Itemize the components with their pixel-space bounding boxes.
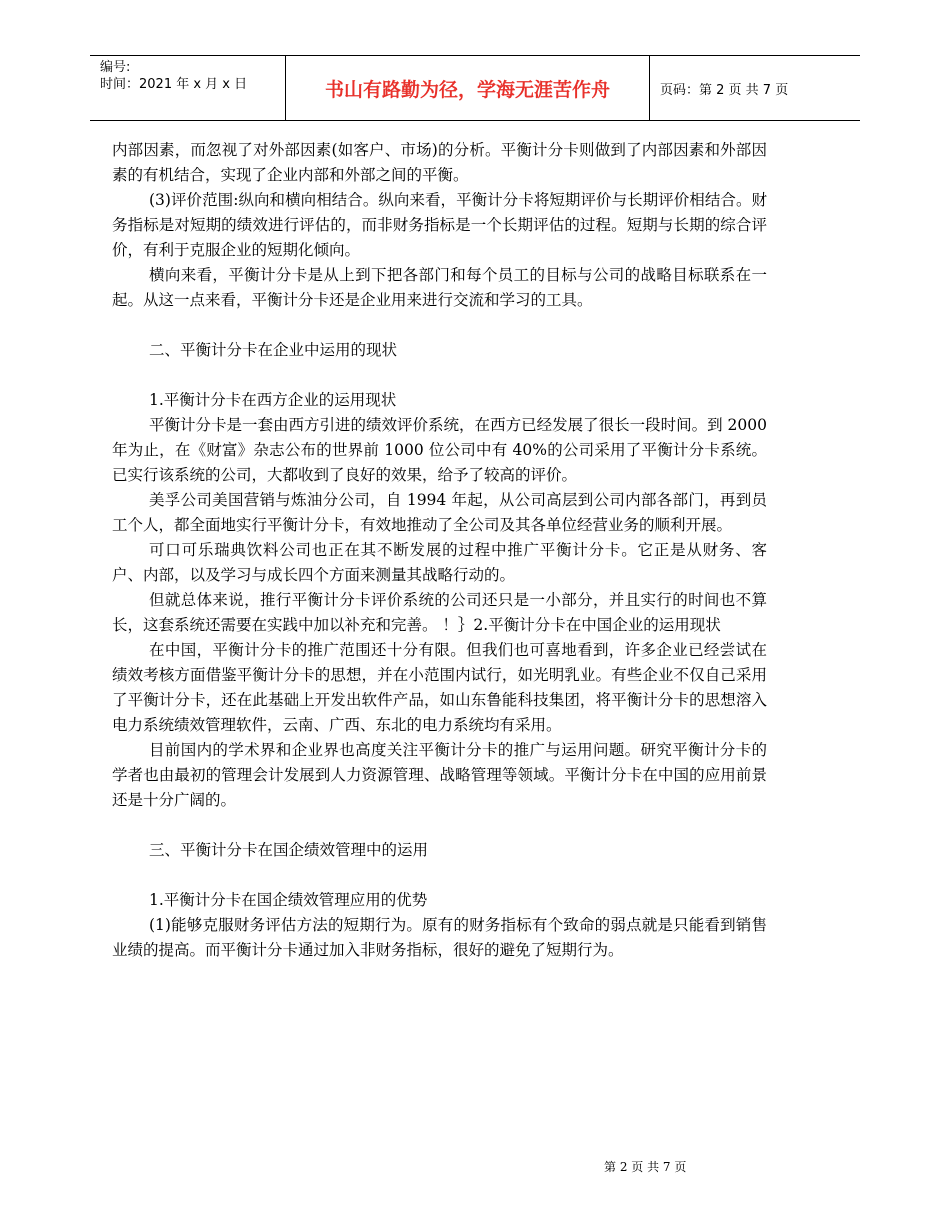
section-heading: 二、平衡计分卡在企业中运用的现状 (149, 341, 398, 359)
paragraph: 美孚公司美国营销与炼油分公司，自 1994 年起，从公司高层到公司内部各部门，再到员工个人，都全面地实行平衡计分卡，有效地推动了全公司及其各单位经营业务的顺利开展。 (112, 491, 767, 534)
paragraph: 可口可乐瑞典饮料公司也正在其不断发展的过程中推广平衡计分卡。它正是从财务、客户、内部，以及学习与成长四个方面来测量其战略行动的。 (112, 541, 767, 584)
section-heading: 三、平衡计分卡在国企绩效管理中的运用 (149, 841, 429, 859)
paragraph: 但就总体来说，推行平衡计分卡评价系统的公司还只是一小部分，并且实行的时间也不算长，这套系统还需要在实践中加以补充和完善。 ！｝2.平衡计分卡在中国企业的运用现状 (112, 591, 767, 634)
document-date: 时间：2021 年 x 月 x 日 (100, 77, 248, 92)
paragraph: (3)评价范围:纵向和横向相结合。纵向来看，平衡计分卡将短期评价与长期评价相结合。财务指标是对短期的绩效进行评估的，而非财务指标是一个长期评估的过程。短期与长期的综合评价，有利于克服企业的短期化倾向。 (112, 191, 767, 259)
page-footer: 第 2 页 共 7 页 (604, 1160, 687, 1174)
paragraph: 在中国，平衡计分卡的推广范围还十分有限。但我们也可喜地看到，许多企业已经尝试在绩效考核方面借鉴平衡计分卡的思想，并在小范围内试行，如光明乳业。有些企业不仅自己采用了平衡计分卡，还在此基础上开发出软件产品，如山东鲁能科技集团，将平衡计分卡的思想溶入电力系统绩效管理软件，云南、广西、东北的电力系统均有采用。 (112, 641, 767, 734)
page-header (90, 55, 860, 121)
paragraph: 目前国内的学术界和企业界也高度关注平衡计分卡的推广与运用问题。研究平衡计分卡的学者也由最初的管理会计发展到人力资源管理、战略管理等领域。平衡计分卡在中国的应用前景还是十分广阔的。 (112, 741, 767, 809)
header-page-info: 页码：第 2 页 共 7 页 (660, 82, 789, 98)
paragraph: 内部因素，而忽视了对外部因素(如客户、市场)的分析。平衡计分卡则做到了内部因素和外部因素的有机结合，实现了企业内部和外部之间的平衡。 (112, 141, 767, 184)
document-code-label: 编号: (100, 60, 131, 75)
subsection-heading: 1.平衡计分卡在国企绩效管理应用的优势 (149, 891, 428, 909)
header-motto: 书山有路勤为径，学海无涯苦作舟 (286, 56, 650, 120)
paragraph: 平衡计分卡是一套由西方引进的绩效评价系统，在西方已经发展了很长一段时间。到 2000 年为止，在《财富》杂志公布的世界前 1000 位公司中有 40%的公司采用了平衡计分卡系统。已实行该系统的公司，大都收到了良好的效果，给予了较高的评价。 (112, 416, 767, 484)
paragraph: 横向来看，平衡计分卡是从上到下把各部门和每个员工的目标与公司的战略目标联系在一起。从这一点来看，平衡计分卡还是企业用来进行交流和学习的工具。 (112, 266, 767, 309)
paragraph: (1)能够克服财务评估方法的短期行为。原有的财务指标有个致命的弱点就是只能看到销售业绩的提高。而平衡计分卡通过加入非财务指标，很好的避免了短期行为。 (112, 916, 767, 959)
document-body (112, 138, 767, 963)
header-meta (90, 56, 286, 120)
subsection-heading: 1.平衡计分卡在西方企业的运用现状 (149, 391, 397, 409)
